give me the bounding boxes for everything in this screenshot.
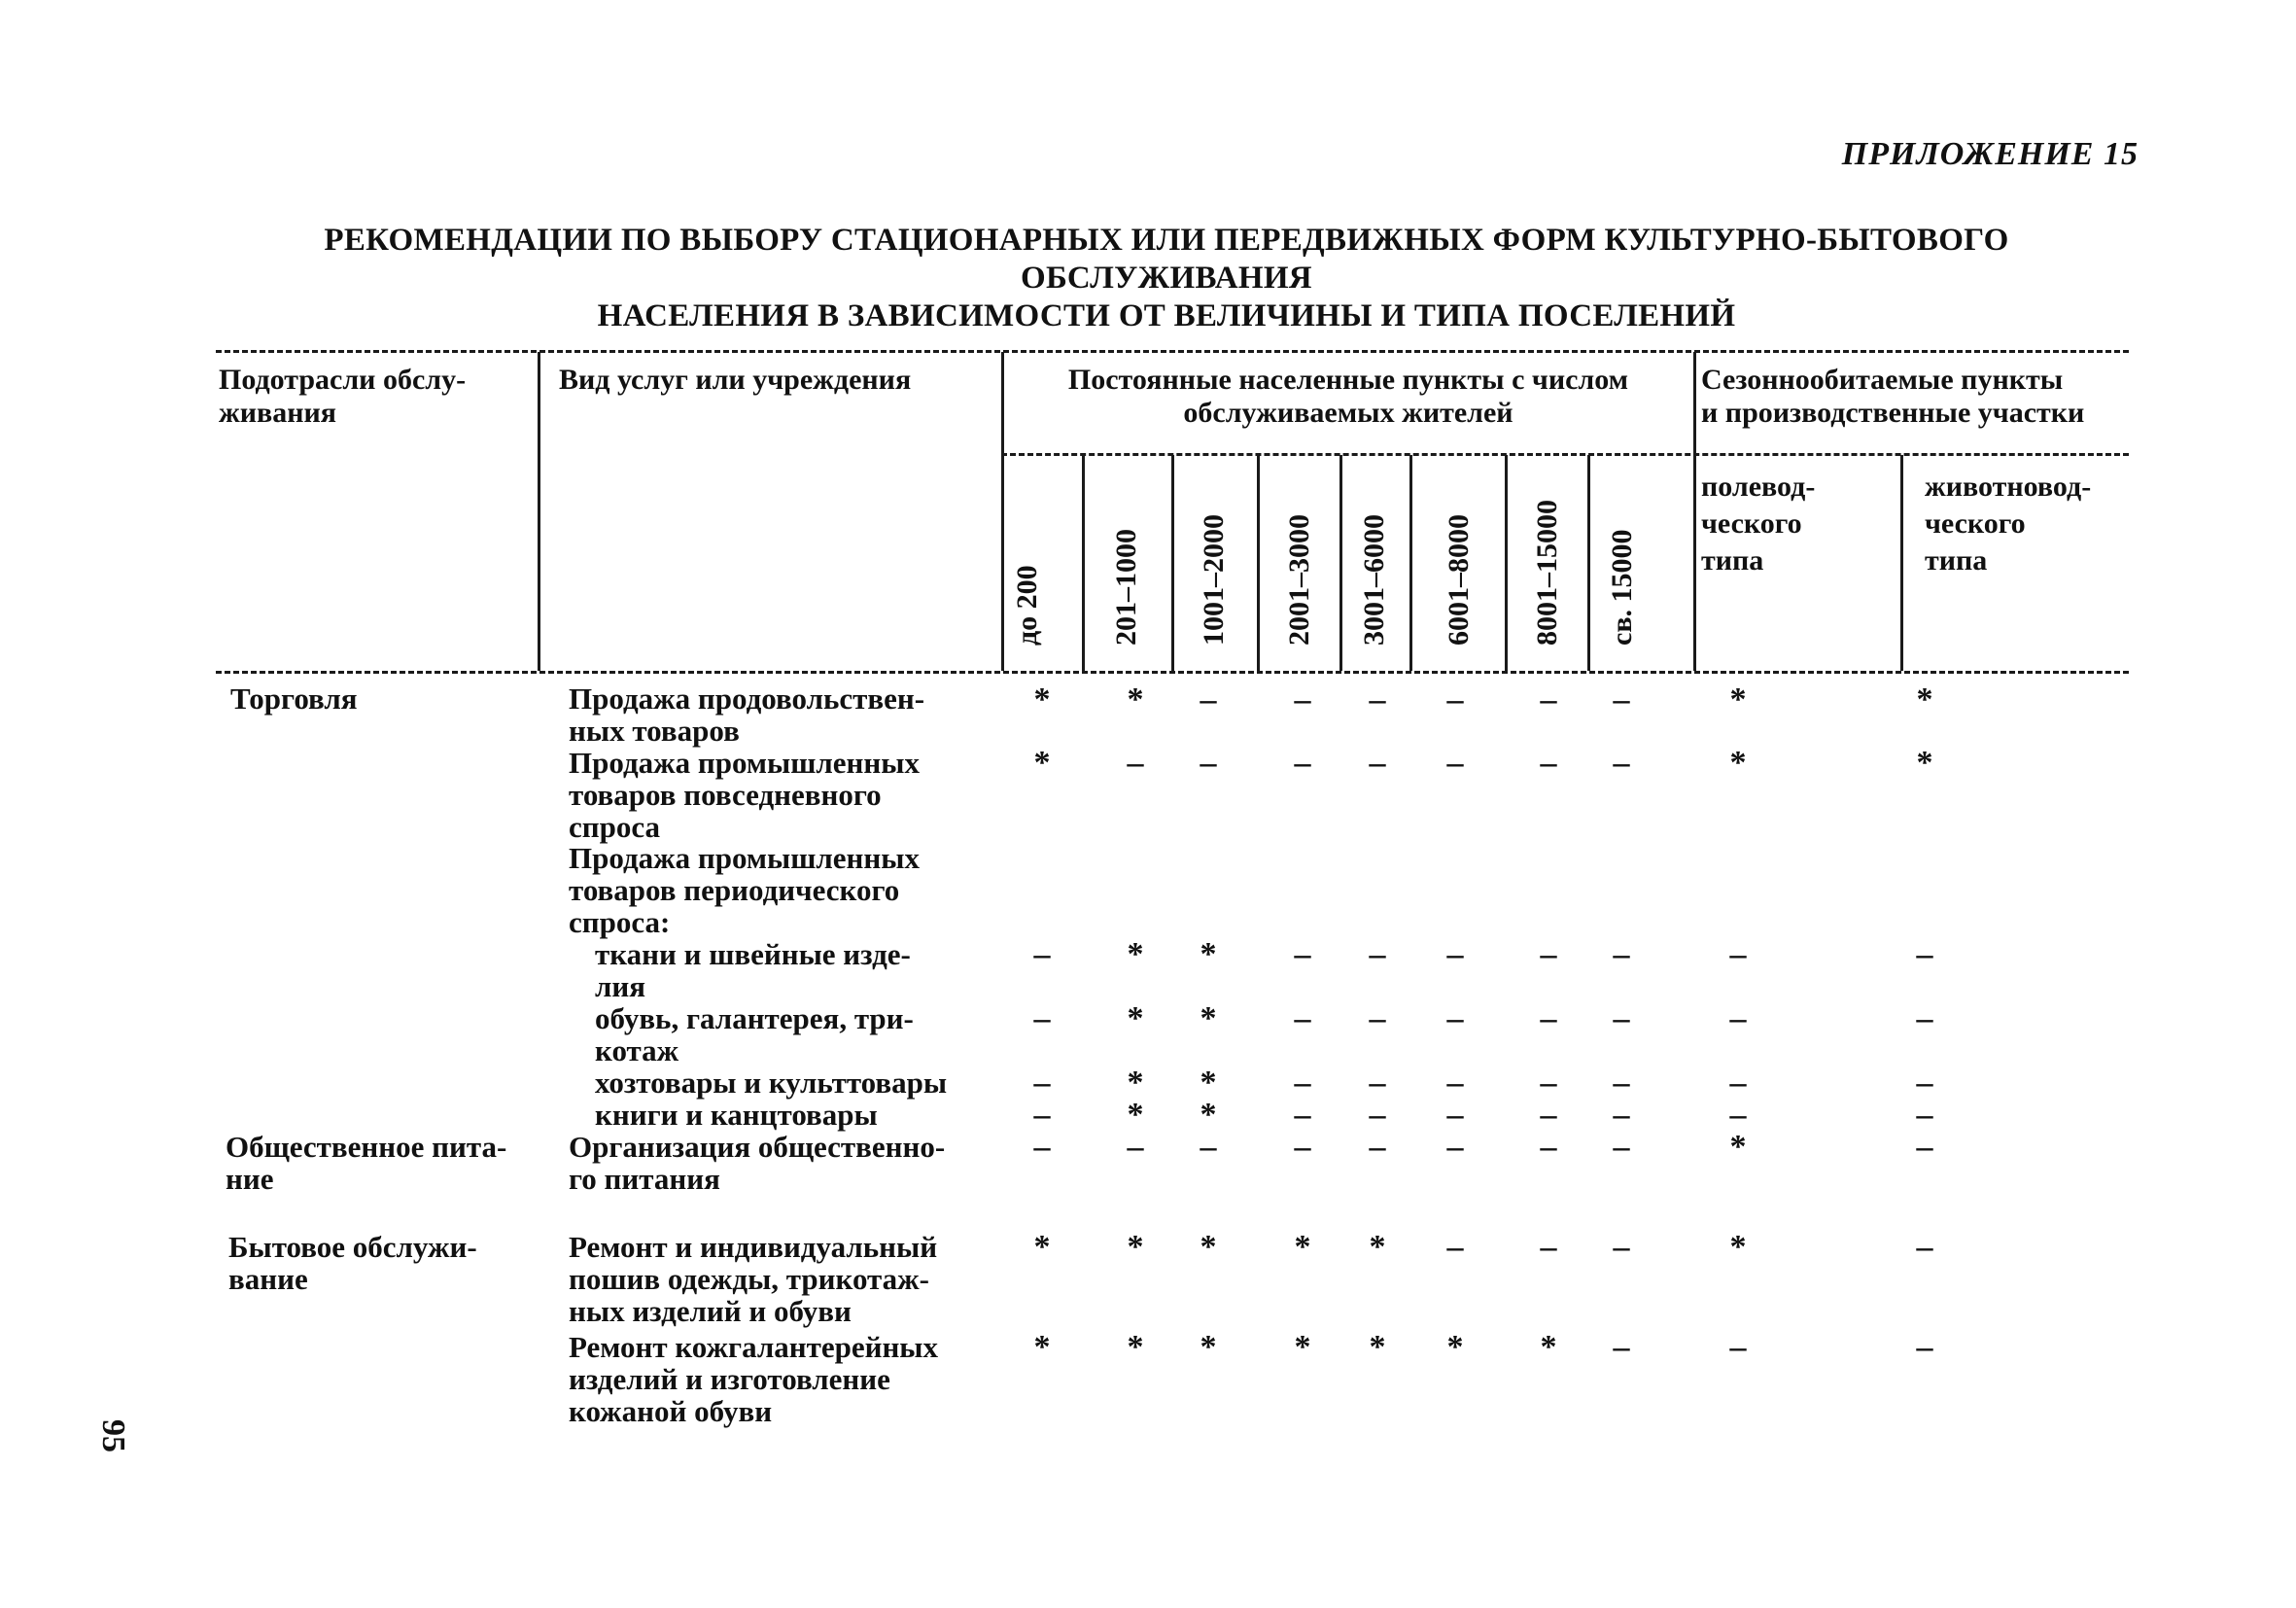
mark-dash: – — [1127, 1129, 1144, 1165]
range-header: 3001–6000 — [1358, 514, 1390, 646]
mark-asterisk: * — [1033, 1329, 1051, 1365]
mark-dash: – — [1033, 1065, 1051, 1101]
service-line: изделий и изготовление — [569, 1362, 890, 1396]
mark-dash: – — [1540, 682, 1557, 717]
mark-dash: – — [1369, 1129, 1386, 1165]
mark-dash: – — [1540, 1097, 1557, 1133]
range-header: 6001–8000 — [1443, 514, 1475, 646]
mark-asterisk: * — [1127, 936, 1144, 972]
mark-dash: – — [1613, 745, 1630, 781]
mark-dash: – — [1200, 745, 1217, 781]
service-line: Продажа промышленных — [569, 841, 920, 875]
mark-dash: – — [1294, 1065, 1311, 1101]
mark-dash: – — [1369, 745, 1386, 781]
mark-asterisk: * — [1127, 1065, 1144, 1101]
mark-asterisk: * — [1729, 1129, 1747, 1165]
service-cell — [569, 747, 920, 843]
mark-asterisk: * — [1200, 936, 1217, 972]
header-field-type — [1701, 469, 1815, 579]
range-header: св. 15000 — [1606, 529, 1638, 646]
mark-asterisk: * — [1127, 682, 1144, 717]
table-top-rule — [216, 350, 2129, 353]
mark-asterisk: * — [1729, 682, 1747, 717]
header-field-line: типа — [1701, 544, 1764, 577]
header-field-line: полевод- — [1701, 471, 1816, 503]
range-header: 201–1000 — [1110, 529, 1142, 646]
service-cell — [569, 1331, 938, 1427]
col-divider-range-7 — [1587, 455, 1590, 671]
service-cell — [595, 1066, 947, 1099]
service-line: го питания — [569, 1162, 720, 1196]
col-divider-livestock — [1900, 455, 1903, 671]
mark-dash: – — [1127, 745, 1144, 781]
mark-asterisk: * — [1127, 1000, 1144, 1036]
service-cell — [595, 1002, 914, 1066]
service-line: обувь, галантерея, три- — [595, 1001, 914, 1035]
mark-dash: – — [1033, 1097, 1051, 1133]
mark-dash: – — [1916, 936, 1933, 972]
mark-dash: – — [1729, 1000, 1747, 1036]
title-line-2: НАСЕЛЕНИЯ В ЗАВИСИМОСТИ ОТ ВЕЛИЧИНЫ И ТИПА ПОСЕЛЕНИЙ — [597, 298, 1736, 333]
service-line: товаров периодического — [569, 873, 900, 907]
header-livestock-line: животновод- — [1925, 471, 2092, 503]
service-cell — [569, 1131, 945, 1195]
mark-dash: – — [1446, 745, 1464, 781]
mark-asterisk: * — [1200, 1329, 1217, 1365]
mark-dash: – — [1446, 1065, 1464, 1101]
mark-asterisk: * — [1540, 1329, 1557, 1365]
mark-asterisk: * — [1369, 1329, 1386, 1365]
col-divider-range-3 — [1257, 455, 1260, 671]
mark-asterisk: * — [1033, 682, 1051, 717]
service-line: Ремонт кожгалантерейных — [569, 1330, 939, 1364]
mark-dash: – — [1540, 1129, 1557, 1165]
header-seasonal-line: Сезоннообитаемые пункты — [1701, 364, 2064, 396]
mark-dash: – — [1540, 745, 1557, 781]
header-livestock-line: типа — [1925, 544, 1988, 577]
mark-dash: – — [1294, 745, 1311, 781]
col-divider-1 — [538, 352, 540, 671]
service-cell — [595, 938, 911, 1002]
mark-asterisk: * — [1033, 1229, 1051, 1265]
mark-asterisk: * — [1033, 745, 1051, 781]
mark-dash: – — [1033, 1000, 1051, 1036]
mark-dash: – — [1369, 1000, 1386, 1036]
service-line: спроса — [569, 810, 660, 844]
service-cell — [569, 842, 920, 938]
service-line: книги и канцтовары — [595, 1098, 878, 1132]
mark-dash: – — [1033, 936, 1051, 972]
mark-dash: – — [1916, 1229, 1933, 1265]
mark-dash: – — [1294, 682, 1311, 717]
mark-asterisk: * — [1294, 1229, 1311, 1265]
sector-cell — [228, 1231, 477, 1295]
service-line: Продажа продовольствен- — [569, 682, 925, 716]
col-divider-seasonal — [1693, 352, 1696, 671]
mark-dash: – — [1613, 1229, 1630, 1265]
service-line: хозтовары и культтовары — [595, 1066, 948, 1100]
header-field-line: ческого — [1701, 507, 1802, 540]
mark-dash: – — [1613, 682, 1630, 717]
header-livestock-type — [1925, 469, 2091, 579]
mark-dash: – — [1294, 1000, 1311, 1036]
mark-dash: – — [1446, 1229, 1464, 1265]
sector-line: вание — [228, 1262, 308, 1296]
sector-cell — [230, 682, 358, 715]
mark-asterisk: * — [1127, 1097, 1144, 1133]
header-permanent — [1005, 364, 1691, 430]
mark-dash: – — [1613, 1065, 1630, 1101]
mark-dash: – — [1613, 1329, 1630, 1365]
mark-dash: – — [1916, 1129, 1933, 1165]
mark-dash: – — [1369, 1065, 1386, 1101]
mark-dash: – — [1200, 1129, 1217, 1165]
service-line: кожаной обуви — [569, 1394, 773, 1428]
header-permanent-line: обслуживаемых жителей — [1183, 397, 1513, 429]
col-divider-2 — [1001, 352, 1004, 671]
col-divider-range-6 — [1505, 455, 1508, 671]
page-number: 95 — [95, 1419, 131, 1452]
mark-dash: – — [1446, 682, 1464, 717]
mark-dash: – — [1369, 936, 1386, 972]
mark-dash: – — [1729, 936, 1747, 972]
header-service: Вид услуг или учреждения — [559, 364, 912, 396]
mark-dash: – — [1916, 1000, 1933, 1036]
service-line: ткани и швейные изде- — [595, 937, 911, 971]
mark-asterisk: * — [1200, 1065, 1217, 1101]
mark-dash: – — [1729, 1065, 1747, 1101]
appendix-label: ПРИЛОЖЕНИЕ 15 — [1841, 136, 2139, 172]
range-header: до 200 — [1011, 565, 1043, 646]
service-line: Продажа промышленных — [569, 746, 920, 780]
col-divider-range-4 — [1339, 455, 1342, 671]
header-permanent-line: Постоянные населенные пункты с числом — [1067, 364, 1629, 396]
col-divider-range-2 — [1171, 455, 1174, 671]
mark-dash: – — [1294, 1129, 1311, 1165]
service-line: Организация общественно- — [569, 1130, 946, 1164]
header-livestock-line: ческого — [1925, 507, 2026, 540]
service-cell — [595, 1099, 878, 1131]
mark-asterisk: * — [1369, 1229, 1386, 1265]
mark-dash: – — [1294, 936, 1311, 972]
mark-asterisk: * — [1446, 1329, 1464, 1365]
service-line: спроса: — [569, 905, 671, 939]
mark-dash: – — [1613, 1097, 1630, 1133]
range-header: 1001–2000 — [1198, 514, 1230, 646]
title-line-1: РЕКОМЕНДАЦИИ ПО ВЫБОРУ СТАЦИОНАРНЫХ ИЛИ ПЕРЕДВИЖНЫХ ФОРМ КУЛЬТУРНО-БЫТОВОГО ОБСЛУЖИВАНИЯ — [324, 223, 2009, 296]
range-header: 2001–3000 — [1283, 514, 1315, 646]
service-line: пошив одежды, трикотаж- — [569, 1262, 929, 1296]
mark-dash: – — [1369, 1097, 1386, 1133]
service-line: ных товаров — [569, 714, 740, 748]
range-header: 8001–15000 — [1531, 500, 1563, 646]
mark-dash: – — [1446, 936, 1464, 972]
mark-dash: – — [1916, 1097, 1933, 1133]
mark-dash: – — [1916, 1329, 1933, 1365]
sector-line: Общественное пита- — [226, 1130, 507, 1164]
header-sector-line: Подотрасли обслу- — [219, 364, 467, 396]
header-sector — [219, 364, 466, 430]
col-divider-range-5 — [1409, 455, 1412, 671]
service-line: лия — [595, 969, 646, 1003]
mark-dash: – — [1613, 1129, 1630, 1165]
sector-line: Бытовое обслужи- — [228, 1230, 477, 1264]
sector-line: Торговля — [230, 682, 358, 716]
sector-cell — [226, 1131, 506, 1195]
mark-dash: – — [1916, 1065, 1933, 1101]
service-cell — [569, 1231, 937, 1327]
mark-dash: – — [1446, 1097, 1464, 1133]
mark-dash: – — [1540, 936, 1557, 972]
mark-dash: – — [1540, 1229, 1557, 1265]
col-divider-range-1 — [1082, 455, 1085, 671]
sector-line: ние — [226, 1162, 274, 1196]
mark-asterisk: * — [1729, 745, 1747, 781]
mark-dash: – — [1033, 1129, 1051, 1165]
mark-asterisk: * — [1294, 1329, 1311, 1365]
mark-dash: – — [1200, 682, 1217, 717]
mark-asterisk: * — [1200, 1229, 1217, 1265]
service-cell — [569, 682, 924, 747]
header-seasonal — [1701, 364, 2084, 430]
mark-asterisk: * — [1127, 1329, 1144, 1365]
service-line: Ремонт и индивидуальный — [569, 1230, 938, 1264]
mark-dash: – — [1729, 1329, 1747, 1365]
mark-asterisk: * — [1916, 682, 1933, 717]
mark-dash: – — [1613, 1000, 1630, 1036]
mark-dash: – — [1613, 936, 1630, 972]
mark-dash: – — [1540, 1065, 1557, 1101]
mark-asterisk: * — [1200, 1097, 1217, 1133]
mark-asterisk: * — [1127, 1229, 1144, 1265]
header-seasonal-line: и производственные участки — [1701, 397, 2085, 429]
service-line: ных изделий и обуви — [569, 1294, 852, 1328]
header-sub-rule — [1001, 453, 2129, 456]
page-title — [185, 222, 2148, 335]
mark-dash: – — [1446, 1000, 1464, 1036]
mark-dash: – — [1369, 682, 1386, 717]
mark-dash: – — [1540, 1000, 1557, 1036]
service-line: котаж — [595, 1033, 679, 1067]
mark-dash: – — [1294, 1097, 1311, 1133]
mark-asterisk: * — [1200, 1000, 1217, 1036]
mark-asterisk: * — [1916, 745, 1933, 781]
header-sector-line: живания — [219, 397, 337, 429]
mark-asterisk: * — [1729, 1229, 1747, 1265]
header-bottom-rule — [216, 671, 2129, 674]
mark-dash: – — [1729, 1097, 1747, 1133]
mark-dash: – — [1446, 1129, 1464, 1165]
service-line: товаров повседневного — [569, 778, 882, 812]
